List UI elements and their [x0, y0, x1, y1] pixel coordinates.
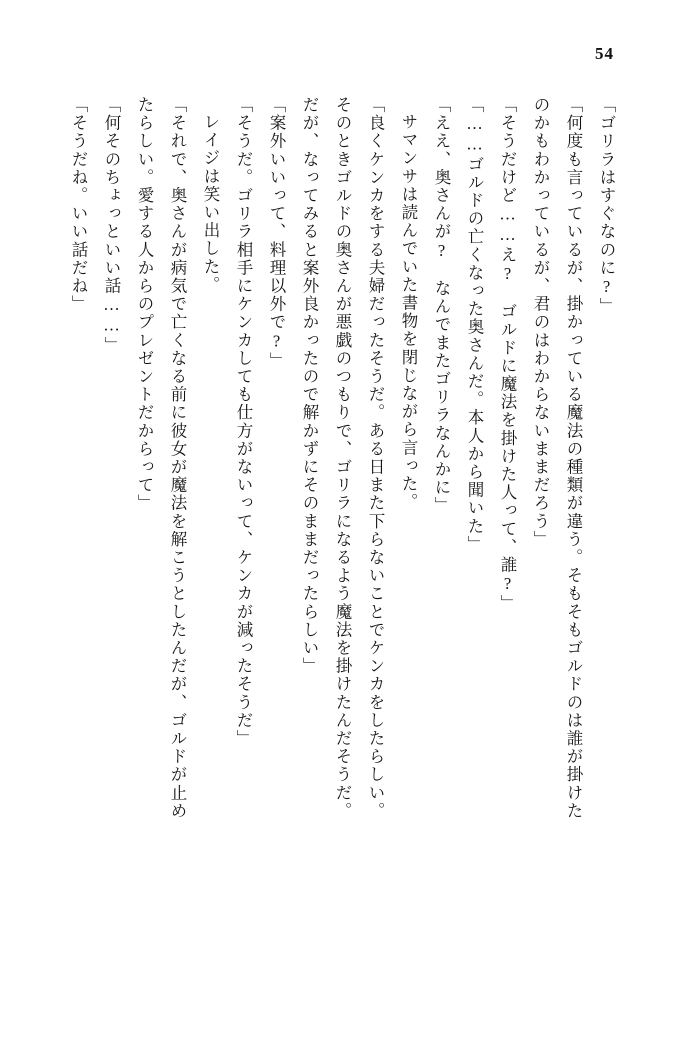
text-line: そのときゴルドの奥さんが悪戯のつもりで、ゴリラになるよう魔法を掛けたんだそうだ。 — [333, 96, 352, 820]
text-line: だが、なってみると案外良かったので解かずにそのままだったらしい」 — [300, 96, 319, 676]
page-text-body — [56, 96, 614, 996]
text-line: のかもわかっているが、君のはわからないままだろう」 — [531, 96, 550, 549]
text-line: 「何そのちょっといい話……」 — [102, 96, 121, 355]
text-line: サマンサは読んでいた書物を閉じながら言った。 — [399, 113, 418, 512]
text-line: 「そうだね。いい話だね」 — [69, 96, 88, 314]
text-line: レイジは笑い出した。 — [201, 113, 220, 294]
text-line: たらしい。愛する人からのプレゼントだからって」 — [135, 96, 154, 513]
text-line: 「そうだ。ゴリラ相手にケンカしても仕方がないって、ケンカが減ったそうだ」 — [234, 96, 253, 748]
page-number: 54 — [595, 44, 614, 63]
text-line: 「……ゴルドの亡くなった奥さんだ。本人から聞いた」 — [465, 96, 484, 554]
text-line: 「ゴリラはすぐなのに?」 — [597, 96, 616, 316]
text-line: 「案外いいって、料理以外で?」 — [267, 96, 286, 370]
text-line: 「良くケンカをする夫婦だったそうだ。ある日また下らないことでケンカをしたらしい。 — [366, 96, 385, 820]
text-line: 「そうだけど……え? ゴルドに魔法を掛けた人って、誰?」 — [498, 96, 517, 613]
text-line: 「それで、奥さんが病気で亡くなる前に彼女が魔法を解こうとしたんだが、ゴルドが止め — [168, 96, 187, 820]
text-line: 「ええ、奥さんが? なんでまたゴリラなんかに」 — [432, 96, 451, 515]
text-line: 「何度も言っているが、掛かっている魔法の種類が違う。そもそもゴルドのは誰が掛けた — [564, 96, 583, 820]
